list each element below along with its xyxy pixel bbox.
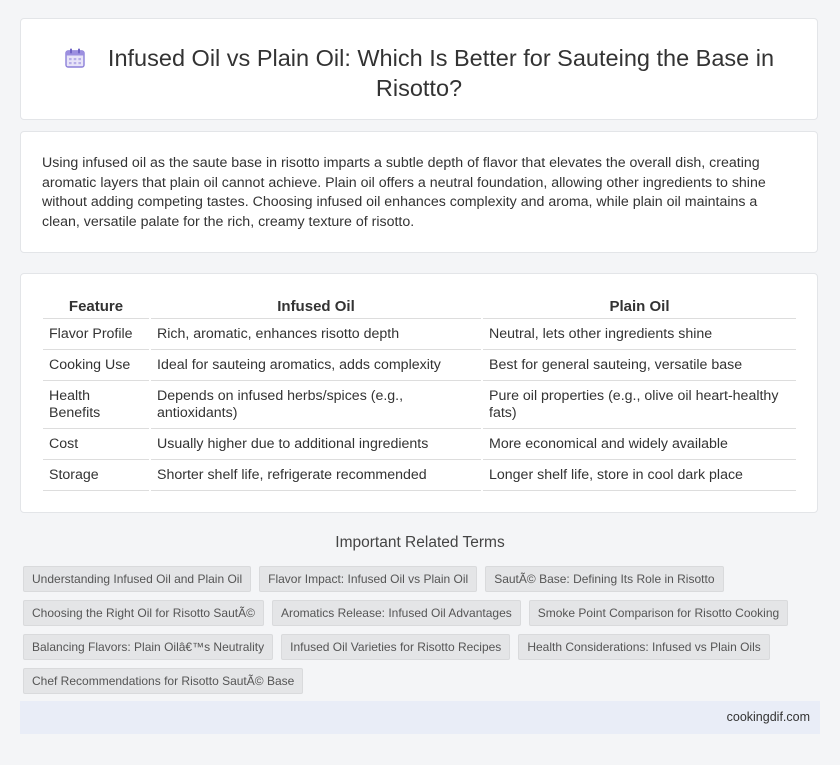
table-row: [43, 381, 796, 429]
table-row: [43, 319, 796, 350]
table-cell: Health Benefits: [43, 381, 149, 429]
related-term-tag[interactable]: Chef Recommendations for Risotto SautÃ© Base: [23, 668, 303, 694]
table-cell: Cost: [43, 429, 149, 460]
comparison-table: [41, 294, 798, 491]
related-term-tag[interactable]: Flavor Impact: Infused Oil vs Plain Oil: [259, 566, 477, 592]
related-terms-tags: [23, 566, 803, 694]
intro-paragraph: Using infused oil as the saute base in risotto imparts a subtle depth of flavor that elevates the overall dish, creating aromatic layers that plain oil cannot achieve. Plain oil offers a neutral foundation, allowing other ingredients to shine without adding competing tastes. Choosing infused oil enhances complexity and aroma, while plain oil maintains a clean, versatile palate for the rich, creamy texture of risotto.: [42, 155, 766, 230]
table-cell: Flavor Profile: [43, 319, 149, 350]
table-cell: Ideal for sauteing aromatics, adds complexity: [151, 350, 481, 381]
table-row: [43, 429, 796, 460]
page-title-text: Infused Oil vs Plain Oil: Which Is Better for Sauteing the Base in Risotto?: [107, 45, 775, 101]
related-term-tag[interactable]: Balancing Flavors: Plain Oilâ€™s Neutrality: [23, 634, 273, 660]
related-term-tag[interactable]: Choosing the Right Oil for Risotto SautÃ©: [23, 600, 264, 626]
header-card: [20, 18, 818, 120]
table-cell: Rich, aromatic, enhances risotto depth: [151, 319, 481, 350]
header-plain-oil: Plain Oil: [483, 294, 796, 319]
header-feature: Feature: [43, 294, 149, 319]
table-cell: Best for general sauteing, versatile base: [483, 350, 796, 381]
related-term-tag[interactable]: Health Considerations: Infused vs Plain Oils: [518, 634, 769, 660]
related-term-tag[interactable]: Understanding Infused Oil and Plain Oil: [23, 566, 251, 592]
footer-site-link[interactable]: cookingdif.com: [726, 710, 810, 724]
related-terms-title: Important Related Terms: [335, 534, 505, 551]
header-infused-oil: Infused Oil: [151, 294, 481, 319]
page-title: [51, 43, 787, 103]
table-cell: Longer shelf life, store in cool dark place: [483, 460, 796, 491]
calendar-icon: [64, 47, 86, 69]
table-cell: More economical and widely available: [483, 429, 796, 460]
related-term-tag[interactable]: Infused Oil Varieties for Risotto Recipes: [281, 634, 510, 660]
table-cell: Storage: [43, 460, 149, 491]
table-cell: Cooking Use: [43, 350, 149, 381]
table-cell: Neutral, lets other ingredients shine: [483, 319, 796, 350]
table-cell: Shorter shelf life, refrigerate recommended: [151, 460, 481, 491]
table-row: [43, 350, 796, 381]
comparison-table-card: [20, 273, 818, 513]
related-term-tag[interactable]: SautÃ© Base: Defining Its Role in Risotto: [485, 566, 723, 592]
intro-card: [20, 131, 818, 253]
table-cell: Usually higher due to additional ingredients: [151, 429, 481, 460]
related-term-tag[interactable]: Aromatics Release: Infused Oil Advantages: [272, 600, 521, 626]
related-term-tag[interactable]: Smoke Point Comparison for Risotto Cooking: [529, 600, 788, 626]
title-wrap: [21, 43, 817, 103]
table-cell: Pure oil properties (e.g., olive oil heart-healthy fats): [483, 381, 796, 429]
footer: [20, 701, 820, 734]
table-header-row: [43, 294, 796, 319]
table-row: [43, 460, 796, 491]
table-cell: Depends on infused herbs/spices (e.g., antioxidants): [151, 381, 481, 429]
